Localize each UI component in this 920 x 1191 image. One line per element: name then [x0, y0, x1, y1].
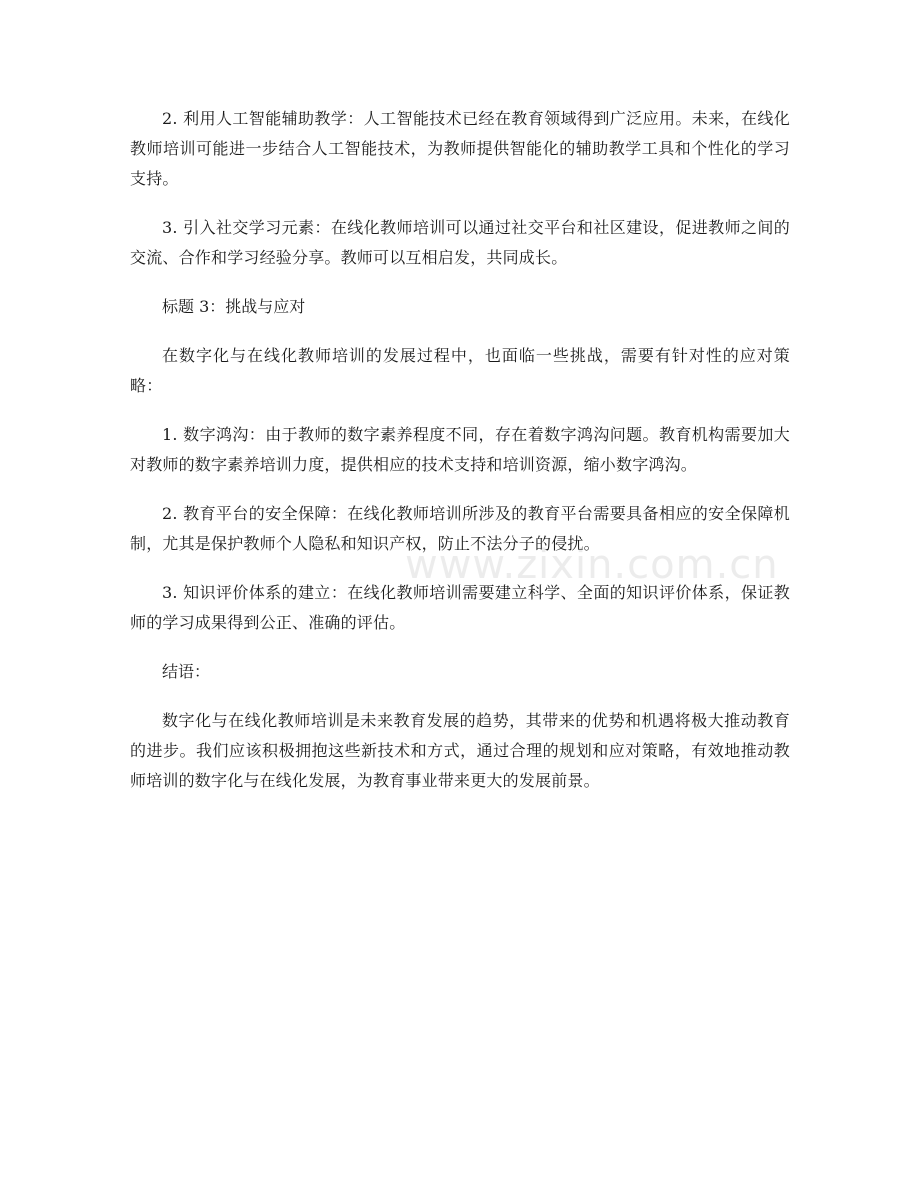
list-item-ai-assisted-teaching: 2. 利用人工智能辅助教学：人工智能技术已经在教育领域得到广泛应用。未来，在线化教师培训可能进一步结合人工智能技术，为教师提供智能化的辅助教学工具和个性化的学习支持。	[130, 109, 790, 188]
conclusion-paragraph: 数字化与在线化教师培训是未来教育发展的趋势，其带来的优势和机遇将极大推动教育的进步。我们应该积极拥抱这些新技术和方式，通过合理的规划和应对策略，有效地推动教师培训的数字化与在线化发展，为教育事业带来更大的发展前景。	[130, 711, 790, 790]
list-item-evaluation-system: 3. 知识评价体系的建立：在线化教师培训需要建立科学、全面的知识评价体系，保证教师的学习成果得到公正、准确的评估。	[130, 583, 790, 632]
section-heading-conclusion: 结语：	[162, 662, 211, 681]
section-heading-challenges: 标题 3：挑战与应对	[162, 297, 306, 316]
watermark: www.zixin.com.cn	[405, 542, 779, 588]
list-item-social-learning: 3. 引入社交学习元素：在线化教师培训可以通过社交平台和社区建设，促进教师之间的交流、合作和学习经验分享。教师可以互相启发，共同成长。	[130, 218, 790, 267]
intro-paragraph-challenges: 在数字化与在线化教师培训的发展过程中，也面临一些挑战，需要有针对性的应对策略：	[130, 346, 790, 395]
document-body	[130, 104, 790, 815]
list-item-platform-security: 2. 教育平台的安全保障：在线化教师培训所涉及的教育平台需要具备相应的安全保障机制，尤其是保护教师个人隐私和知识产权，防止不法分子的侵扰。	[130, 504, 790, 553]
list-item-digital-divide: 1. 数字鸿沟：由于教师的数字素养程度不同，存在着数字鸿沟问题。教育机构需要加大对教师的数字素养培训力度，提供相应的技术支持和培训资源，缩小数字鸿沟。	[130, 425, 790, 474]
